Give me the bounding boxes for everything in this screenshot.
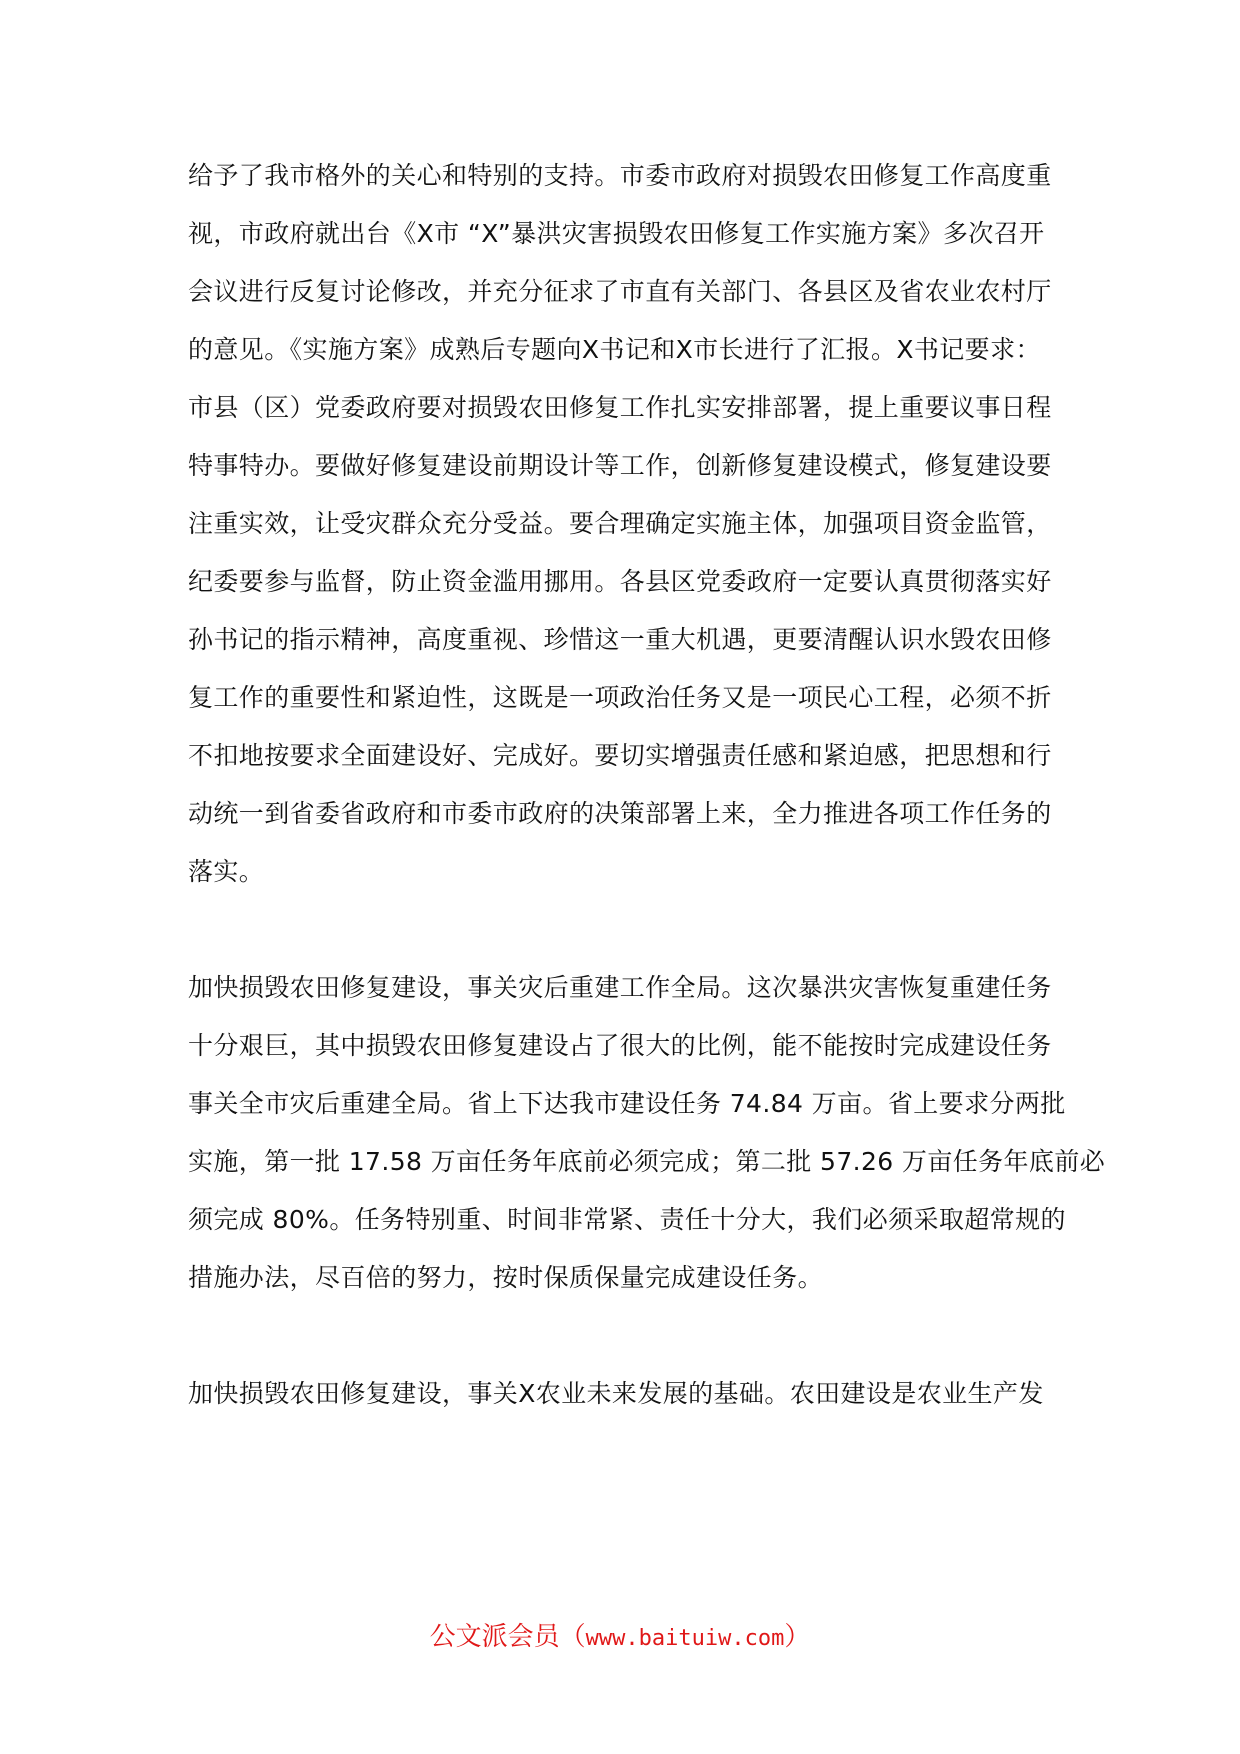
footer-label: 公文派会员（ [429,1622,586,1652]
text-line: 给予了我市格外的关心和特别的支持。市委市政府对损毁农田修复工作高度重 [188,161,1052,190]
text-line: 视，市政府就出台《X市 “X”暴洪灾害损毁农田修复工作实施方案》多次召开 [188,219,1045,248]
text-line: 措施办法，尽百倍的努力，按时保质保量完成建设任务。 [188,1263,824,1292]
text-line: 复工作的重要性和紧迫性，这既是一项政治任务又是一项民心工程，必须不折 [188,683,1052,712]
footer-watermark [0,1620,1240,1656]
text-line: 市县（区）党委政府要对损毁农田修复工作扎实安排部署，提上重要议事日程 [188,393,1052,422]
footer-close: ） [784,1622,811,1652]
text-line: 实施，第一批 17.58 万亩任务年底前必须完成；第二批 57.26 万亩任务年底前必 [188,1147,1106,1176]
text-line: 孙书记的指示精神，高度重视、珍惜这一重大机遇，更要清醒认识水毁农田修 [188,625,1052,654]
text-line: 十分艰巨，其中损毁农田修复建设占了很大的比例，能不能按时完成建设任务 [188,1031,1052,1060]
text-line: 会议进行反复讨论修改，并充分征求了市直有关部门、各县区及省农业农村厅 [188,277,1052,306]
text-line: 不扣地按要求全面建设好、完成好。要切实增强责任感和紧迫感，把思想和行 [188,741,1052,770]
text-line: 纪委要参与监督，防止资金滥用挪用。各县区党委政府一定要认真贯彻落实好 [188,567,1052,596]
text-line: 特事特办。要做好修复建设前期设计等工作，创新修复建设模式，修复建设要 [188,451,1052,480]
text-line: 的意见。《实施方案》成熟后专题向X书记和X市长进行了汇报。X书记要求： [188,335,1041,364]
text-line: 加快损毁农田修复建设，事关灾后重建工作全局。这次暴洪灾害恢复重建任务 [188,973,1052,1002]
text-line: 落实。 [188,857,265,886]
text-line: 注重实效，让受灾群众充分受益。要合理确定实施主体，加强项目资金监管， [188,509,1052,538]
text-line: 动统一到省委省政府和市委市政府的决策部署上来，全力推进各项工作任务的 [188,799,1052,828]
text-line: 须完成 80%。任务特别重、时间非常紧、责任十分大，我们必须采取超常规的 [188,1205,1066,1234]
footer-link[interactable]: www.baituiw.com [585,1626,785,1651]
text-line: 事关全市灾后重建全局。省上下达我市建设任务 74.84 万亩。省上要求分两批 [188,1089,1066,1118]
text-line: 加快损毁农田修复建设，事关X农业未来发展的基础。农田建设是农业生产发 [188,1379,1044,1408]
